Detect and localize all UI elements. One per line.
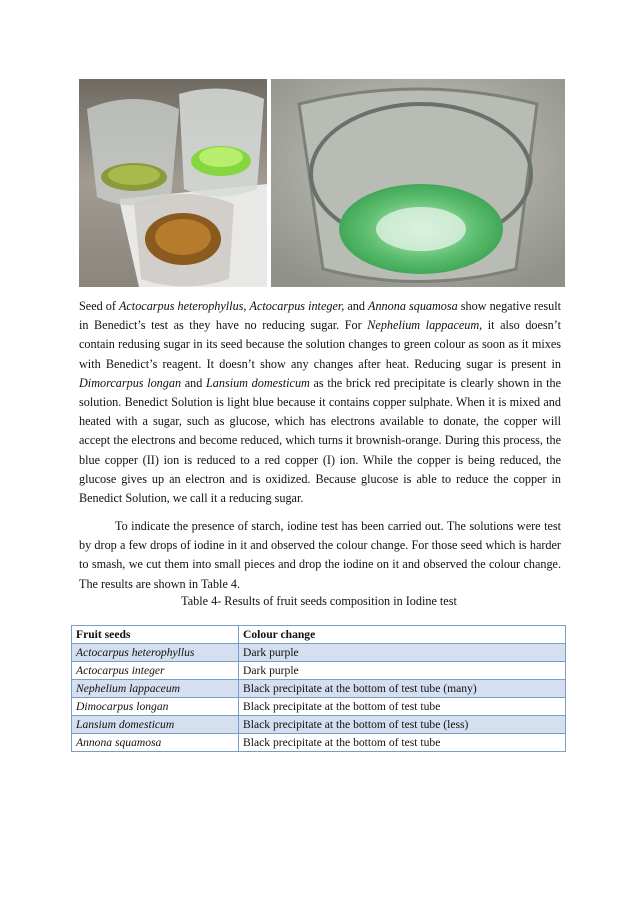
para1-text-7: as the brick red precipitate is clearly shown in the solution. Benedict Solution is light blue because it contains copper sulphate. When it is mixed and heated with a sugar, such as glucose, which has electrons available to donate, the copper will accept the electrons and become reduced, which turns it brownish-orange. During this process, the blue copper (II) ion is reduced to a red copper (I) ion. While the copper is being reduced, the glucose gives up an electron and is oxidized. Because glucose is able to reduce the copper in Benedict Solution, we call it a reducing sugar. xyxy=(79,375,561,506)
cell-colour: Dark purple xyxy=(239,662,566,680)
cell-colour: Dark purple xyxy=(239,644,566,662)
cell-colour: Black precipitate at the bottom of test tube xyxy=(239,734,566,752)
cell-colour: Black precipitate at the bottom of test tube xyxy=(239,698,566,716)
table-row xyxy=(72,698,566,716)
cell-seed: Dimocarpus longan xyxy=(72,698,239,716)
para1-text-3: and xyxy=(344,299,369,313)
table-row xyxy=(72,734,566,752)
table-header-row xyxy=(72,626,566,644)
benedict-paragraph xyxy=(79,297,561,508)
para1-text-6: and xyxy=(181,375,206,390)
table-row xyxy=(72,716,566,734)
species-name: Dimorcarpus longan xyxy=(79,375,182,390)
results-table xyxy=(71,625,566,752)
cell-colour: Black precipitate at the bottom of test tube (many) xyxy=(239,680,566,698)
table-row xyxy=(72,662,566,680)
species-name: Actocarpus heterophyllus xyxy=(118,299,244,313)
cell-colour: Black precipitate at the bottom of test tube (less) xyxy=(239,716,566,734)
species-name: Nephelium lappaceum xyxy=(367,318,480,333)
cell-seed: Lansium domesticum xyxy=(72,716,239,734)
photo-three-beakers-drawing xyxy=(79,79,267,287)
cell-seed: Annona squamosa xyxy=(72,734,239,752)
photo-green-beaker-drawing xyxy=(271,79,565,287)
header-colour-change: Colour change xyxy=(239,626,566,644)
species-name: Lansium domesticum xyxy=(205,375,310,390)
iodine-paragraph: To indicate the presence of starch, iodine test has been carried out. The solutions were test by drop a few drops of iodine in it and observed the colour change. For those seed which is harder to smash, we cut them into small pieces and drop the iodine on it and observed the colour change. The results are shown in Table 4. xyxy=(79,519,561,591)
cell-seed: Actocarpus heterophyllus xyxy=(72,644,239,662)
para1-text-5: , it also doesn’t contain redusing sugar in its seed because the solution changes to green colour as soon as it mixes with Benedict’s reagent. It doesn’t show any changes after heat. Reducing sugar is present in xyxy=(79,318,561,371)
table-row xyxy=(72,680,566,698)
photo-green-beaker xyxy=(271,79,565,287)
species-name: Actocarpus integer, xyxy=(249,299,345,313)
para1-text-2: , xyxy=(243,299,250,313)
table-caption: Table 4- Results of fruit seeds composition in Iodine test xyxy=(181,594,457,608)
table-row xyxy=(72,644,566,662)
cell-seed: Nephelium lappaceum xyxy=(72,680,239,698)
para1-text-4: show negative result in Benedict’s test as they have no reducing sugar. For xyxy=(79,299,562,333)
photo-three-beakers xyxy=(79,79,267,287)
species-name: Annona squamosa xyxy=(368,299,458,313)
para1-text-1: Seed of xyxy=(79,299,119,313)
cell-seed: Actocarpus integer xyxy=(72,662,239,680)
header-fruit-seeds: Fruit seeds xyxy=(72,626,239,644)
